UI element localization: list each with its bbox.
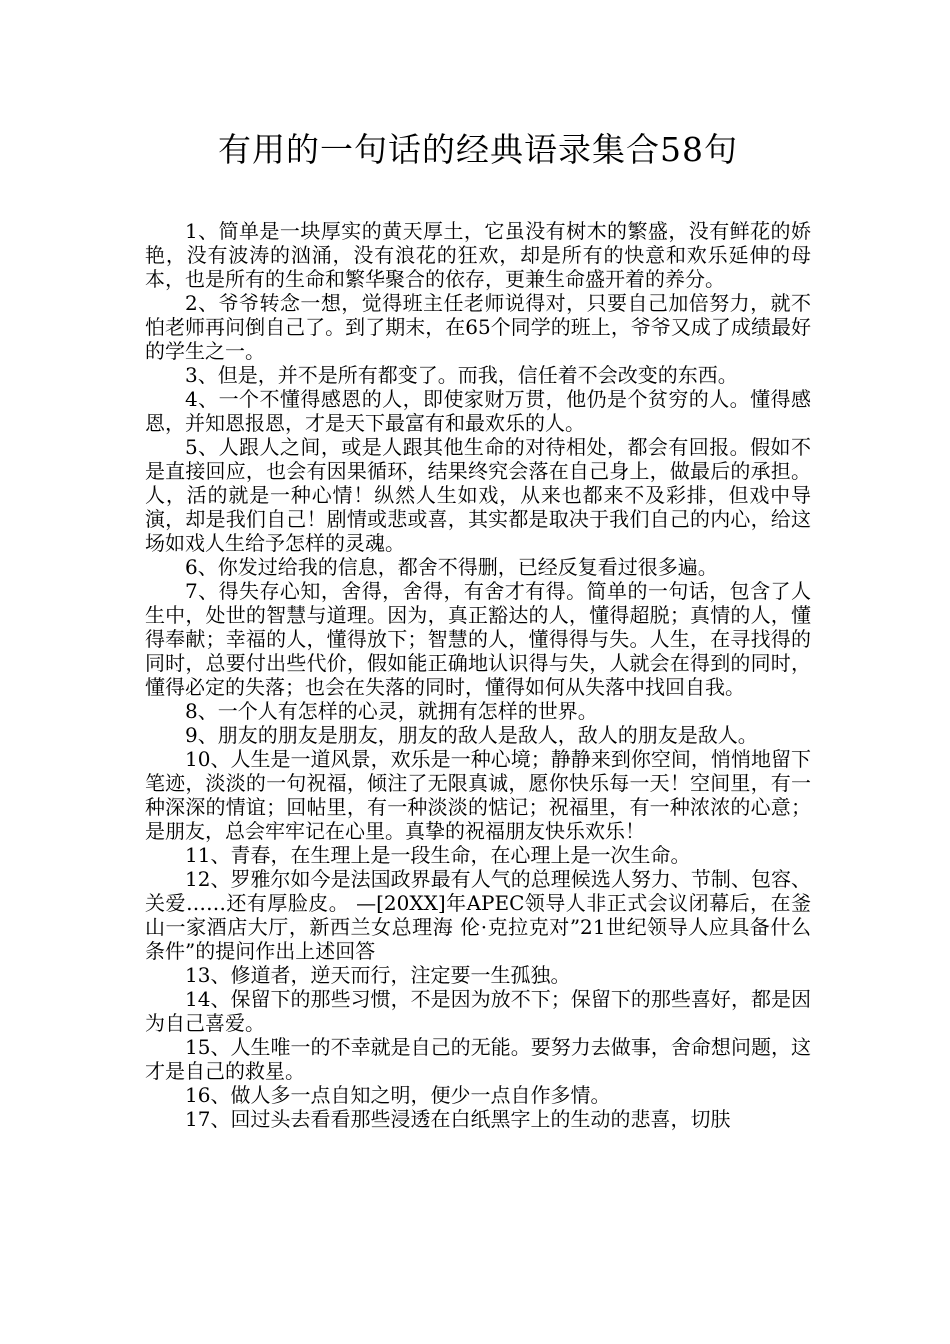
paragraph: 12、罗雅尔如今是法国政界最有人气的总理候选人努力、节制、包容、关爱……还有厚脸皮。 —[20XX]年APEC领导人非正式会议闭幕后，在釜山一家酒店大厅，新西兰女总理海 伦·克拉克对”21世纪领导人应具备什么条件”的提问作出上述回答 <box>145 867 811 963</box>
document-page <box>145 122 811 1131</box>
paragraph: 15、人生唯一的不幸就是自己的无能。要努力去做事，舍命想问题，这才是自己的救星。 <box>145 1035 811 1083</box>
paragraph: 8、一个人有怎样的心灵，就拥有怎样的世界。 <box>185 699 598 723</box>
paragraph: 5、人跟人之间，或是人跟其他生命的对待相处，都会有回报。假如不是直接回应，也会有因果循环，结果终究会落在自己身上，做最后的承担。人，活的就是一种心情！纵然人生如戏，从来也都来不及彩排，但戏中导演，却是我们自己！剧情或悲或喜，其实都是取决于我们自己的内心，给这场如戏人生给予怎样的灵魂。 <box>145 435 811 555</box>
paragraph: 16、做人多一点自知之明，便少一点自作多情。 <box>185 1083 611 1107</box>
paragraph: 1、简单是一块厚实的黄天厚土，它虽没有树木的繁盛，没有鲜花的娇艳，没有波涛的汹涌，没有浪花的狂欢，却是所有的快意和欢乐延伸的母本，也是所有的生命和繁华聚合的依存，更兼生命盛开着的养分。 <box>145 219 811 291</box>
paragraph: 2、爷爷转念一想，觉得班主任老师说得对，只要自己加倍努力，就不怕老师再问倒自己了。到了期末，在65个同学的班上，爷爷又成了成绩最好的学生之一。 <box>145 291 811 363</box>
paragraph: 6、你发过给我的信息，都舍不得删，已经反复看过很多遍。 <box>185 555 718 579</box>
document-title: 有用的一句话的经典语录集合58句 <box>218 130 738 169</box>
document-body <box>145 219 811 1131</box>
paragraph: 13、修道者，逆天而行，注定要一生孤独。 <box>185 963 571 987</box>
paragraph: 4、一个不懂得感恩的人，即使家财万贯，他仍是个贫穷的人。懂得感恩，并知恩报恩，才是天下最富有和最欢乐的人。 <box>145 387 811 435</box>
paragraph: 9、朋友的朋友是朋友，朋友的敌人是敌人，敌人的朋友是敌人。 <box>185 723 758 747</box>
paragraph: 10、人生是一道风景，欢乐是一种心境；静静来到你空间，悄悄地留下笔迹，淡淡的一句祝福，倾注了无限真诚，愿你快乐每一天！空间里，有一种深深的情谊；回帖里，有一种淡淡的惦记；祝福里，有一种浓浓的心意；是朋友，总会牢牢记在心里。真挚的祝福朋友快乐欢乐！ <box>145 747 811 843</box>
paragraph: 14、保留下的那些习惯，不是因为放不下；保留下的那些喜好，都是因为自己喜爱。 <box>145 987 811 1035</box>
paragraph: 11、青春，在生理上是一段生命，在心理上是一次生命。 <box>185 843 691 867</box>
paragraph: 17、回过头去看看那些浸透在白纸黑字上的生动的悲喜，切肤 <box>185 1107 731 1131</box>
paragraph: 7、得失存心知，舍得，舍得，有舍才有得。简单的一句话，包含了人生中，处世的智慧与道理。因为，真正豁达的人，懂得超脱；真情的人，懂得奉献；幸福的人，懂得放下；智慧的人，懂得得与失。人生，在寻找得的同时，总要付出些代价，假如能正确地认识得与失，人就会在得到的同时，懂得必定的失落；也会在失落的同时，懂得如何从失落中找回自我。 <box>145 579 811 699</box>
paragraph: 3、但是，并不是所有都变了。而我，信任着不会改变的东西。 <box>185 363 738 387</box>
